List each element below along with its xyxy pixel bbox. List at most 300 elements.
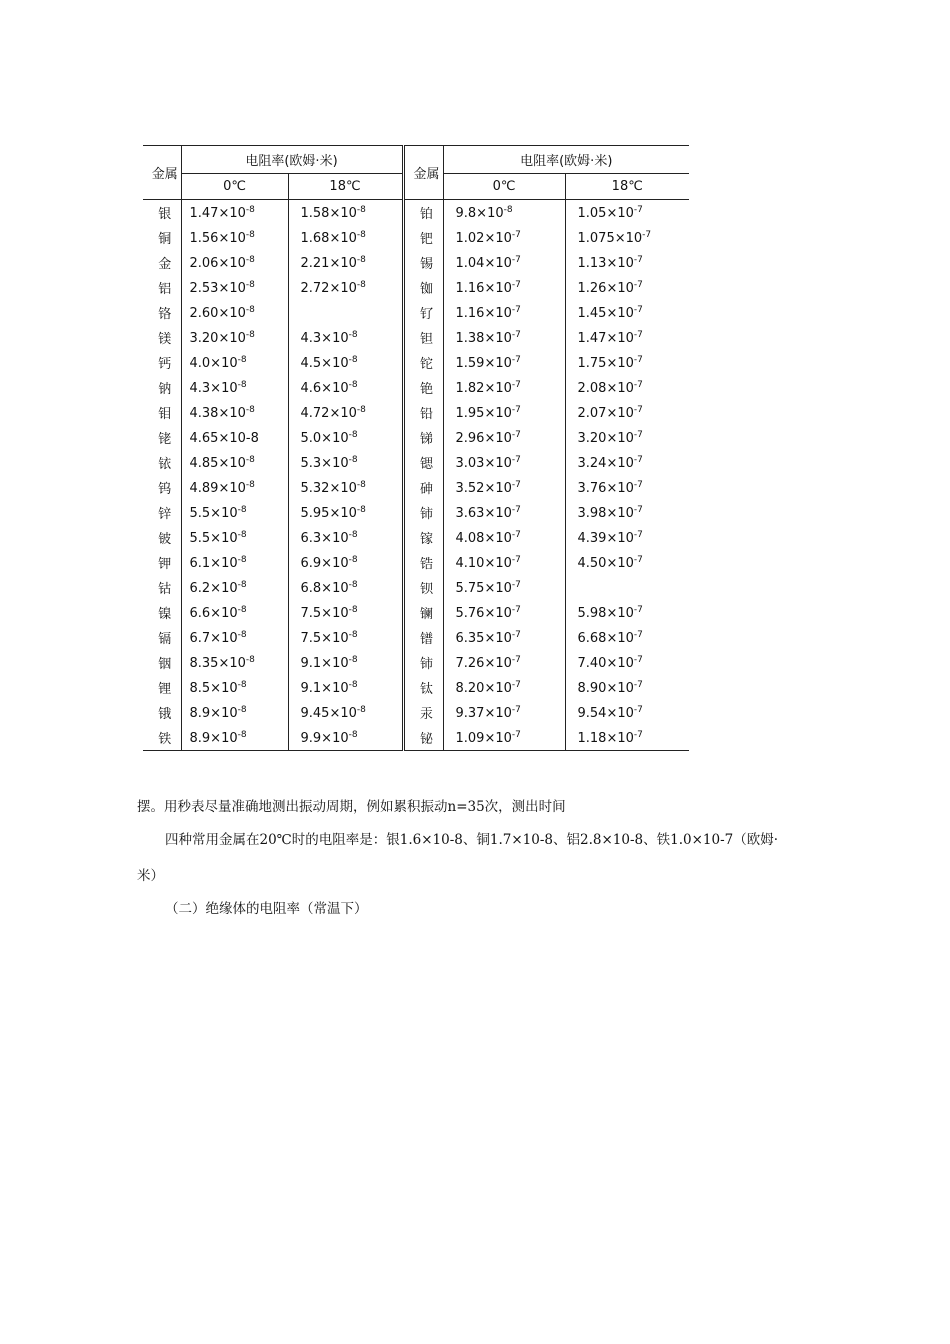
metal-name-cell: 铅: [403, 400, 443, 425]
resistivity-value-cell: [565, 650, 689, 675]
value-mantissa: 2.53×10: [189, 280, 246, 296]
value-exponent: -7: [511, 329, 521, 340]
value-exponent: -7: [511, 404, 521, 415]
metal-name-cell: 钌: [403, 300, 443, 325]
table-row: [143, 625, 689, 650]
resistivity-value-cell: [288, 450, 403, 475]
resistivity-value-cell: [288, 575, 403, 600]
resistivity-value-cell: [288, 275, 403, 300]
value-mantissa: 1.16×10: [455, 305, 512, 321]
resistivity-value-cell: [443, 700, 565, 725]
value-exponent: -8: [356, 404, 366, 415]
value-exponent: -8: [356, 254, 366, 265]
value-exponent: -7: [633, 604, 643, 615]
resistivity-value-cell: [181, 675, 288, 700]
table-row: [143, 225, 689, 250]
value-exponent: -8: [348, 354, 358, 365]
resistivity-value-cell: [181, 600, 288, 625]
resistivity-value-cell: [565, 725, 689, 751]
value-exponent: -8: [348, 429, 358, 440]
value-mantissa: 2.08×10: [577, 380, 634, 396]
table-row: [143, 600, 689, 625]
resistivity-value-cell: [181, 725, 288, 751]
resistivity-value-cell: [288, 650, 403, 675]
resistivity-value-cell: [565, 200, 689, 226]
temp-0-header-left: 0℃: [181, 174, 288, 200]
value-exponent: -7: [642, 229, 652, 240]
value-mantissa: 1.04×10: [455, 255, 512, 271]
value-exponent: -7: [511, 579, 521, 590]
resistivity-value-cell: [181, 475, 288, 500]
value-exponent: -8: [348, 529, 358, 540]
value-mantissa: 1.68×10: [300, 230, 357, 246]
value-mantissa: 6.2×10: [189, 580, 238, 596]
resistivity-value-cell: [565, 525, 689, 550]
value-mantissa: 6.3×10: [300, 530, 349, 546]
metal-name-cell: 铯: [403, 375, 443, 400]
value-exponent: -8: [237, 579, 247, 590]
value-mantissa: 2.96×10: [455, 430, 512, 446]
value-exponent: -8: [245, 479, 255, 490]
resistivity-value-cell: [565, 700, 689, 725]
value-mantissa: 4.6×10: [300, 380, 349, 396]
value-mantissa: 1.09×10: [455, 730, 512, 746]
resistivity-value-cell: [443, 675, 565, 700]
value-exponent: -8: [356, 279, 366, 290]
value-mantissa: 9.54×10: [577, 705, 634, 721]
value-mantissa: 3.98×10: [577, 505, 634, 521]
resistivity-value-cell: [181, 525, 288, 550]
metal-name-cell: 镨: [403, 625, 443, 650]
resistivity-value-cell: [288, 725, 403, 751]
metal-name-cell: 锡: [403, 250, 443, 275]
resistivity-value-cell: [565, 250, 689, 275]
value-mantissa: 4.72×10: [300, 405, 357, 421]
resistivity-value-cell: [288, 375, 403, 400]
value-mantissa: 4.38×10: [189, 405, 246, 421]
metal-name-cell: 钾: [158, 557, 172, 572]
value-mantissa: 7.5×10: [300, 630, 349, 646]
value-exponent: -7: [511, 704, 521, 715]
value-exponent: -8: [245, 229, 255, 240]
table-row: [143, 250, 689, 275]
metal-name-cell: 砷: [403, 475, 443, 500]
resistivity-value-cell: [565, 500, 689, 525]
table-row: [143, 525, 689, 550]
metal-name-cell: 镧: [403, 600, 443, 625]
value-mantissa: 4.89×10: [189, 480, 246, 496]
table-row: [143, 650, 689, 675]
value-mantissa: 4.3×10: [300, 330, 349, 346]
value-exponent: -8: [245, 279, 255, 290]
value-exponent: -7: [633, 454, 643, 465]
resistivity-value-cell: [181, 550, 288, 575]
metal-name-cell: 钡: [403, 575, 443, 600]
resistivity-value-cell: [443, 525, 565, 550]
resistivity-value-cell: [288, 350, 403, 375]
metal-name-cell: 锶: [403, 450, 443, 475]
value-mantissa: 1.82×10: [455, 380, 512, 396]
value-mantissa: 1.26×10: [577, 280, 634, 296]
metal-name-cell: 铈: [403, 650, 443, 675]
table-row: [143, 400, 689, 425]
value-exponent: -8: [237, 554, 247, 565]
value-mantissa: 6.1×10: [189, 555, 238, 571]
resistivity-value-cell: [181, 425, 288, 450]
metal-name-cell: 铜: [158, 232, 172, 247]
value-mantissa: 9.37×10: [455, 705, 512, 721]
metal-name-cell: 铱: [158, 457, 172, 472]
metal-name-cell: 钯: [403, 225, 443, 250]
value-exponent: -8: [245, 304, 255, 315]
value-exponent: -7: [511, 254, 521, 265]
value-exponent: -8: [348, 554, 358, 565]
value-exponent: -8: [245, 254, 255, 265]
value-exponent: -7: [633, 504, 643, 515]
value-mantissa: 4.3×10: [189, 380, 238, 396]
resistivity-value-cell: [443, 300, 565, 325]
table-row: [143, 325, 689, 350]
value-mantissa: 1.45×10: [577, 305, 634, 321]
resistivity-value-cell: [565, 425, 689, 450]
metal-name-cell: 汞: [403, 700, 443, 725]
value-mantissa: 4.08×10: [455, 530, 512, 546]
temp-18-header-left: 18℃: [288, 174, 403, 200]
resistivity-value-cell: [565, 600, 689, 625]
value-exponent: -8: [348, 604, 358, 615]
body-text-line-1: 摆。用秒表尽量准确地测出振动周期，例如累积振动n=35次，测出时间: [137, 799, 566, 815]
resistivity-value-cell: [443, 350, 565, 375]
resistivity-header-left: 电阻率(欧姆·米): [181, 146, 403, 174]
value-exponent: -7: [633, 554, 643, 565]
metal-name-cell: 金: [158, 257, 172, 272]
value-exponent: -8: [356, 504, 366, 515]
value-exponent: -8: [348, 629, 358, 640]
value-exponent: -7: [511, 454, 521, 465]
value-mantissa: 9.1×10: [300, 680, 349, 696]
value-mantissa: 3.20×10: [577, 430, 634, 446]
metal-name-cell: 铊: [403, 350, 443, 375]
resistivity-table: [143, 145, 689, 751]
value-exponent: -7: [633, 479, 643, 490]
value-exponent: -8: [237, 629, 247, 640]
metal-name-cell: 镍: [158, 607, 172, 622]
value-mantissa: 3.20×10: [189, 330, 246, 346]
value-mantissa: 8.9×10: [189, 705, 238, 721]
value-exponent: -7: [633, 629, 643, 640]
table-body: [143, 200, 689, 751]
resistivity-value-cell: [443, 550, 565, 575]
value-mantissa: 6.6×10: [189, 605, 238, 621]
resistivity-value-cell: [288, 250, 403, 275]
value-exponent: -7: [633, 379, 643, 390]
value-exponent: -8: [348, 679, 358, 690]
value-exponent: -7: [511, 429, 521, 440]
metal-name-cell: 镓: [403, 525, 443, 550]
value-exponent: -7: [511, 479, 521, 490]
value-mantissa: 4.85×10: [189, 455, 246, 471]
table-row: [143, 475, 689, 500]
value-mantissa: 1.02×10: [455, 230, 512, 246]
value-exponent: -8: [503, 204, 513, 215]
resistivity-value-cell: [443, 425, 565, 450]
resistivity-value-cell: [181, 625, 288, 650]
value-exponent: -7: [511, 679, 521, 690]
value-exponent: -7: [511, 554, 521, 565]
value-mantissa: 9.45×10: [300, 705, 357, 721]
resistivity-value-cell: [565, 675, 689, 700]
resistivity-value-cell: [181, 500, 288, 525]
table-row: [143, 675, 689, 700]
metal-name-cell: 锑: [403, 425, 443, 450]
resistivity-value-cell: [288, 550, 403, 575]
metal-name-cell: 钛: [403, 675, 443, 700]
value-mantissa: 4.5×10: [300, 355, 349, 371]
metal-name-cell: 铁: [158, 732, 172, 747]
value-exponent: -8: [356, 229, 366, 240]
value-mantissa: 3.03×10: [455, 455, 512, 471]
value-mantissa: 4.50×10: [577, 555, 634, 571]
table-row: [143, 350, 689, 375]
value-mantissa: 9.9×10: [300, 730, 349, 746]
resistivity-value-cell: [181, 700, 288, 725]
resistivity-value-cell: [181, 375, 288, 400]
resistivity-value-cell: [288, 625, 403, 650]
resistivity-value-cell: [288, 325, 403, 350]
value-mantissa: 2.60×10: [189, 305, 246, 321]
value-exponent: -8: [245, 204, 255, 215]
value-mantissa: 1.75×10: [577, 355, 634, 371]
body-text-line-2: 四种常用金属在20℃时的电阻率是：银1.6×10-8、铜1.7×10-8、铝2.8×10-8、铁1.0×10-7（欧姆·: [165, 832, 779, 848]
resistivity-value-cell: [443, 400, 565, 425]
value-exponent: -7: [633, 204, 643, 215]
value-exponent: -8: [245, 654, 255, 665]
value-exponent: -8: [356, 479, 366, 490]
value-mantissa: 5.75×10: [455, 580, 512, 596]
resistivity-value-cell: [181, 450, 288, 475]
table-row: [143, 550, 689, 575]
resistivity-value-cell: [288, 500, 403, 525]
value-mantissa: 4.10×10: [455, 555, 512, 571]
resistivity-value-cell: [443, 725, 565, 751]
section-heading-insulator: （二）绝缘体的电阻率（常温下）: [165, 901, 368, 917]
resistivity-value-cell: [443, 450, 565, 475]
resistivity-value-cell: [565, 225, 689, 250]
resistivity-value-cell: [181, 300, 288, 325]
value-exponent: -8: [348, 654, 358, 665]
value-exponent: -7: [511, 504, 521, 515]
value-mantissa: 5.5×10: [189, 505, 238, 521]
value-exponent: -7: [511, 629, 521, 640]
value-exponent: -7: [511, 379, 521, 390]
resistivity-value-cell: [288, 400, 403, 425]
value-exponent: -7: [633, 329, 643, 340]
value-exponent: -7: [633, 354, 643, 365]
value-mantissa: 1.075×10: [577, 230, 643, 246]
value-mantissa: 7.26×10: [455, 655, 512, 671]
value-mantissa: 6.68×10: [577, 630, 634, 646]
metal-name-cell: 锂: [158, 682, 172, 697]
value-mantissa: 5.0×10: [300, 430, 349, 446]
table-row: [143, 200, 689, 226]
value-mantissa: 3.52×10: [455, 480, 512, 496]
value-exponent: -7: [511, 529, 521, 540]
value-mantissa: 3.24×10: [577, 455, 634, 471]
table-row: [143, 275, 689, 300]
resistivity-value-cell: [288, 525, 403, 550]
value-mantissa: 2.07×10: [577, 405, 634, 421]
resistivity-value-cell: [288, 225, 403, 250]
metal-name-cell: 铍: [158, 532, 172, 547]
value-mantissa: 5.3×10: [300, 455, 349, 471]
value-mantissa: 7.40×10: [577, 655, 634, 671]
resistivity-value-cell: [443, 625, 565, 650]
value-mantissa: 1.95×10: [455, 405, 512, 421]
value-mantissa: 3.76×10: [577, 480, 634, 496]
value-mantissa: 9.1×10: [300, 655, 349, 671]
resistivity-value-cell: [288, 300, 403, 325]
value-mantissa: 8.90×10: [577, 680, 634, 696]
metal-name-cell: 钽: [403, 325, 443, 350]
value-mantissa: 1.13×10: [577, 255, 634, 271]
resistivity-value-cell: [288, 200, 403, 226]
temp-18-header-right: 18℃: [565, 174, 689, 200]
metal-name-cell: 镉: [158, 632, 172, 647]
resistivity-value-cell: [443, 200, 565, 226]
value-mantissa: 5.32×10: [300, 480, 357, 496]
resistivity-value-cell: [565, 300, 689, 325]
value-exponent: -8: [245, 404, 255, 415]
resistivity-value-cell: [443, 600, 565, 625]
value-exponent: -7: [511, 604, 521, 615]
value-exponent: -8: [237, 529, 247, 540]
value-mantissa: 2.72×10: [300, 280, 357, 296]
value-mantissa: 1.38×10: [455, 330, 512, 346]
value-mantissa: 5.98×10: [577, 605, 634, 621]
table-row: [143, 700, 689, 725]
value-mantissa: 1.56×10: [189, 230, 246, 246]
value-exponent: -7: [633, 729, 643, 740]
value-exponent: -8: [237, 729, 247, 740]
value-exponent: -7: [633, 654, 643, 665]
table-row: [143, 500, 689, 525]
table-row: [143, 375, 689, 400]
value-exponent: -8: [348, 379, 358, 390]
value-exponent: -7: [633, 529, 643, 540]
resistivity-value-cell: [565, 350, 689, 375]
resistivity-value-cell: [565, 475, 689, 500]
value-mantissa: 3.63×10: [455, 505, 512, 521]
metal-name-cell: 锇: [158, 707, 172, 722]
metal-name-cell: 钠: [158, 382, 172, 397]
value-exponent: -7: [633, 279, 643, 290]
resistivity-value-cell: [181, 400, 288, 425]
value-mantissa: 1.58×10: [300, 205, 357, 221]
value-exponent: -7: [633, 679, 643, 690]
metal-name-cell: 铷: [403, 275, 443, 300]
value-exponent: -8: [348, 729, 358, 740]
value-mantissa: 8.35×10: [189, 655, 246, 671]
value-mantissa: 9.8×10: [455, 205, 504, 221]
resistivity-value-cell: [565, 550, 689, 575]
value-mantissa: 1.47×10: [189, 205, 246, 221]
value-exponent: -8: [348, 329, 358, 340]
value-mantissa: 4.65×10-8: [189, 430, 259, 446]
resistivity-value-cell: [565, 275, 689, 300]
resistivity-value-cell: [181, 275, 288, 300]
value-exponent: -8: [348, 454, 358, 465]
value-mantissa: 6.7×10: [189, 630, 238, 646]
metal-name-cell: 铂: [403, 200, 443, 226]
value-exponent: -8: [237, 704, 247, 715]
resistivity-value-cell: [288, 475, 403, 500]
resistivity-value-cell: [181, 350, 288, 375]
value-exponent: -8: [348, 579, 358, 590]
value-mantissa: 1.47×10: [577, 330, 634, 346]
value-exponent: -7: [511, 304, 521, 315]
metal-name-cell: 铬: [158, 307, 172, 322]
value-exponent: -8: [245, 329, 255, 340]
metal-name-cell: 铟: [158, 657, 172, 672]
metal-name-cell: 锌: [158, 507, 172, 522]
resistivity-value-cell: [565, 325, 689, 350]
value-exponent: -7: [511, 229, 521, 240]
resistivity-value-cell: [565, 575, 689, 600]
resistivity-value-cell: [565, 375, 689, 400]
resistivity-value-cell: [181, 575, 288, 600]
value-mantissa: 8.5×10: [189, 680, 238, 696]
value-exponent: -8: [237, 379, 247, 390]
value-mantissa: 6.35×10: [455, 630, 512, 646]
metal-header-right: 金属: [403, 146, 443, 200]
value-exponent: -7: [633, 704, 643, 715]
resistivity-value-cell: [565, 400, 689, 425]
resistivity-value-cell: [181, 225, 288, 250]
metal-name-cell: 钼: [158, 407, 172, 422]
resistivity-value-cell: [565, 450, 689, 475]
value-exponent: -7: [511, 729, 521, 740]
value-exponent: -7: [511, 279, 521, 290]
value-mantissa: 4.39×10: [577, 530, 634, 546]
table-row: [143, 725, 689, 751]
body-text-line-3: 米）: [137, 868, 164, 884]
value-exponent: -8: [356, 704, 366, 715]
value-mantissa: 6.8×10: [300, 580, 349, 596]
metal-name-cell: 铑: [158, 432, 172, 447]
value-mantissa: 8.20×10: [455, 680, 512, 696]
table-row: [143, 300, 689, 325]
resistivity-value-cell: [181, 650, 288, 675]
table-row: [143, 425, 689, 450]
resistivity-value-cell: [181, 200, 288, 226]
resistivity-value-cell: [288, 425, 403, 450]
resistivity-value-cell: [181, 250, 288, 275]
value-mantissa: 1.18×10: [577, 730, 634, 746]
value-mantissa: 5.5×10: [189, 530, 238, 546]
metal-name-cell: 钴: [158, 582, 172, 597]
value-mantissa: 5.76×10: [455, 605, 512, 621]
resistivity-value-cell: [288, 600, 403, 625]
resistivity-value-cell: [443, 650, 565, 675]
metal-name-cell: 铈: [403, 500, 443, 525]
metal-header-left: 金属: [151, 167, 178, 182]
resistivity-value-cell: [443, 375, 565, 400]
value-mantissa: 1.59×10: [455, 355, 512, 371]
value-mantissa: 1.16×10: [455, 280, 512, 296]
value-mantissa: 1.05×10: [577, 205, 634, 221]
resistivity-value-cell: [443, 475, 565, 500]
value-mantissa: 2.21×10: [300, 255, 357, 271]
